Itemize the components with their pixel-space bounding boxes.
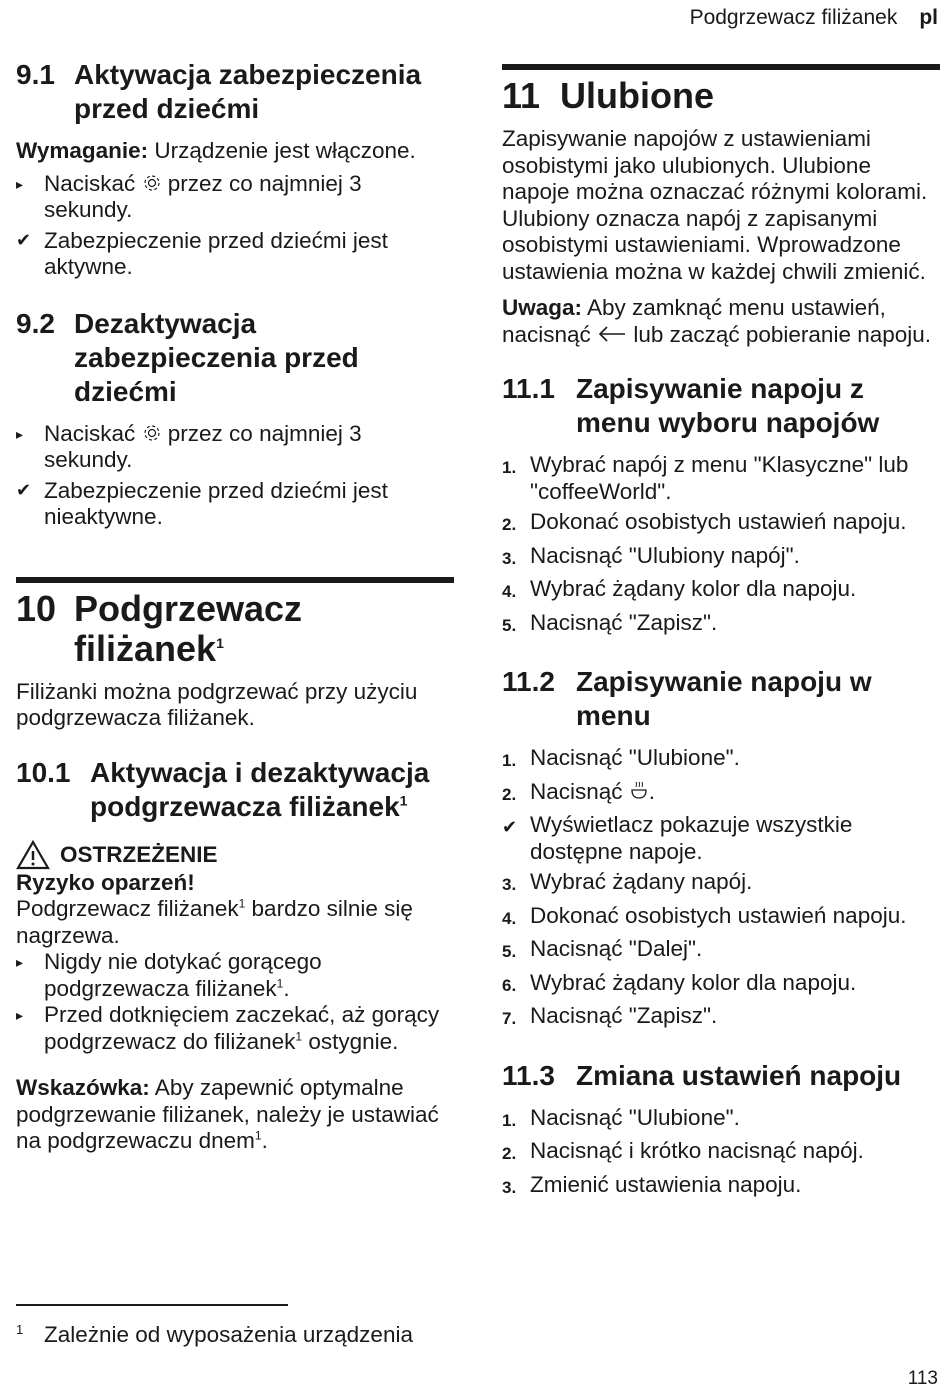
result-text: Zabezpieczenie przed dziećmi jest aktywne.	[44, 227, 388, 279]
step-text: Nacisnąć "Ulubione".	[530, 1104, 740, 1130]
heading-11-1	[502, 372, 940, 440]
step-number: 7.	[502, 1009, 517, 1028]
step-number: 3.	[502, 875, 517, 894]
list-item	[502, 1138, 940, 1168]
chapter-title-text: Podgrzewacz filiżanek	[74, 587, 303, 669]
step-number: 5.	[502, 615, 517, 635]
check-icon: ✔	[16, 229, 32, 250]
paragraph: Filiżanki można podgrzewać przy użyciu podgrzewacza filiżanek.	[16, 678, 418, 730]
heading-9-1	[16, 58, 454, 126]
risk-text	[16, 896, 454, 949]
section-number: 9.2	[16, 307, 55, 339]
bullet-triangle-icon: ▸	[16, 425, 24, 442]
footnote-ref: 1	[216, 634, 224, 651]
step-text: Nigdy nie dotykać gorącego podgrzewacza filiżanek	[44, 949, 322, 1001]
gear-icon	[142, 173, 162, 193]
heading-11-2	[502, 665, 940, 733]
requirement-text: Urządzenie jest włączone.	[148, 138, 416, 163]
back-arrow-icon	[597, 324, 627, 344]
step	[16, 1002, 454, 1055]
step-text: Nacisnąć	[530, 778, 629, 804]
list-item	[502, 452, 940, 505]
result	[16, 478, 454, 531]
section-number: 11.2	[502, 666, 555, 697]
step	[16, 171, 454, 224]
step-number: 1.	[502, 458, 517, 477]
footnote-divider	[16, 1304, 288, 1306]
risk-title: Ryzyko oparzeń!	[16, 869, 195, 895]
list-item	[502, 779, 940, 809]
requirement-label: Wymaganie:	[16, 138, 149, 163]
steps-11-1	[502, 452, 940, 639]
step-text: Nacisnąć "Ulubiony napój".	[530, 542, 800, 568]
list-item	[502, 610, 940, 640]
bullet-triangle-icon: ▸	[16, 175, 24, 192]
heading-10-1	[16, 756, 454, 824]
result-text: Zabezpieczenie przed dziećmi jest nieaktywne.	[44, 477, 388, 529]
warning-label: OSTRZEŻENIE	[60, 841, 218, 867]
section-title: Zapisywanie napoju w menu	[576, 666, 872, 731]
page-number: 113	[907, 1368, 938, 1389]
header-lang: pl	[919, 6, 938, 29]
list-item	[502, 543, 940, 573]
list-item	[502, 936, 940, 966]
paragraph: Zapisywanie napojów z ustawieniami osobistymi jako ulubionych. Ulubione napoje można oznaczać różnymi kolorami. Ulubiony oznacza napój z zapisanymi osobistymi ustawieniami. Wprowadzone ustawienia można w każdej chwili zmienić.	[502, 126, 928, 284]
tip-end: .	[261, 1128, 268, 1153]
heading-10	[16, 577, 454, 669]
check-icon: ✔	[16, 479, 32, 500]
step-number: 2.	[502, 1144, 517, 1163]
step-text: Dokonać osobistych ustawień napoju.	[530, 509, 907, 534]
section-title: Zapisywanie napoju z menu wyboru napojów	[576, 373, 880, 438]
step-number: 4.	[502, 582, 517, 601]
footnote-ref: 1	[295, 1029, 303, 1043]
section-number: 10.1	[16, 756, 71, 788]
step-number: 6.	[502, 975, 517, 995]
section-number: 11.3	[502, 1059, 555, 1091]
chapter-number: 11	[502, 75, 541, 116]
footnote-ref: 1	[238, 896, 246, 911]
list-item	[502, 869, 940, 899]
left-column	[16, 58, 454, 1155]
cup-icon	[629, 781, 649, 801]
step	[16, 421, 454, 474]
chapter-number: 10	[16, 587, 57, 629]
heading-11-3	[502, 1059, 940, 1093]
right-column	[502, 64, 940, 1205]
gear-icon	[142, 423, 162, 443]
steps-11-2	[502, 745, 940, 1033]
step-text: ostygnie.	[302, 1028, 399, 1054]
heading-9-2	[16, 307, 454, 409]
step-text: Nacisnąć "Dalej".	[530, 936, 703, 961]
warning-heading	[16, 840, 454, 870]
step-text: Przed dotknięciem zaczekać, aż gorący podgrzewacz do filiżanek	[44, 1002, 440, 1054]
step-text: Wybrać żądany kolor dla napoju.	[530, 576, 857, 601]
step-number: 2.	[502, 784, 517, 804]
step-number: 3.	[502, 1177, 517, 1197]
footnote	[16, 1322, 413, 1348]
tip	[16, 1075, 454, 1155]
step-number: 3.	[502, 548, 517, 568]
list-item	[502, 1105, 940, 1135]
result	[16, 228, 454, 281]
footnote-number: 1	[16, 1322, 24, 1337]
running-header	[690, 6, 938, 30]
steps-11-3	[502, 1105, 940, 1202]
header-section: Podgrzewacz filiżanek	[689, 6, 898, 29]
step	[16, 949, 454, 1002]
step-text: Wybrać napój z menu "Klasyczne" lub "coffeeWorld".	[530, 452, 909, 504]
risk-text-b: bardzo silnie się nagrzewa.	[16, 896, 413, 948]
note-label: Uwaga:	[502, 295, 583, 320]
list-item	[502, 903, 940, 933]
section-title: Aktywacja zabezpieczenia przed dziećmi	[74, 59, 422, 124]
step-text: Nacisnąć i krótko nacisnąć napój.	[530, 1138, 864, 1163]
list-item	[502, 745, 940, 775]
list-item	[502, 970, 940, 1000]
check-icon: ✔	[502, 817, 518, 837]
result	[502, 812, 940, 865]
step-number: 1.	[502, 751, 517, 770]
step-end: .	[648, 778, 656, 804]
tip-label: Wskazówka:	[16, 1075, 150, 1100]
chapter-title: Ulubione	[560, 75, 714, 116]
requirement	[16, 138, 454, 165]
footnote-ref: 1	[276, 976, 284, 990]
bullet-triangle-icon: ▸	[16, 1007, 24, 1023]
footnote-ref: 1	[254, 1128, 262, 1143]
heading-11	[502, 64, 940, 116]
step-text: przez co najmniej 3 sekundy.	[44, 420, 362, 472]
note	[502, 295, 940, 348]
section-title-text: Aktywacja i dezaktywacja podgrzewacza filiżanek	[90, 756, 430, 822]
section-number: 9.1	[16, 59, 55, 90]
step-number: 4.	[502, 908, 517, 928]
bullet-triangle-icon: ▸	[16, 954, 24, 970]
step-number: 1.	[502, 1110, 517, 1130]
list-item	[502, 1003, 940, 1033]
list-item	[502, 576, 940, 606]
step-text: Naciskać	[44, 170, 142, 196]
section-title: Zmiana ustawień napoju	[576, 1059, 902, 1091]
note-text-a: Aby zamknąć menu ustawień, nacisnąć	[502, 295, 886, 347]
step-text: Nacisnąć "Zapisz".	[530, 609, 718, 635]
step-text: Zmienić ustawienia napoju.	[530, 1171, 802, 1197]
section-number: 11.1	[502, 373, 555, 404]
step-number: 5.	[502, 942, 517, 961]
step-text: .	[283, 975, 290, 1001]
list-item	[502, 509, 940, 539]
section-title	[90, 756, 454, 824]
chapter-title	[74, 589, 454, 669]
note-text-b: lub zacząć pobieranie napoju.	[627, 321, 932, 347]
step-text: Naciskać	[44, 420, 142, 446]
result-text: Wyświetlacz pokazuje wszystkie dostępne napoje.	[530, 812, 853, 864]
tip-text: Aby zapewnić optymalne podgrzewanie filiżanek, należy je ustawiać na podgrzewaczu dnem	[16, 1075, 439, 1153]
section-title: Dezaktywacja zabezpieczenia przed dziećmi	[74, 307, 359, 407]
step-number: 2.	[502, 515, 517, 534]
warning-triangle-icon	[16, 840, 50, 870]
footnote-ref: 1	[399, 792, 408, 809]
risk-text-a: Podgrzewacz filiżanek	[16, 896, 239, 921]
list-item	[502, 1172, 940, 1202]
step-text: Nacisnąć "Zapisz".	[530, 1003, 718, 1028]
step-text: Nacisnąć "Ulubione".	[530, 745, 740, 770]
step-text: Wybrać żądany kolor dla napoju.	[530, 969, 857, 995]
step-text: Dokonać osobistych ustawień napoju.	[530, 902, 907, 928]
step-text: przez co najmniej 3 sekundy.	[44, 170, 362, 222]
step-text: Wybrać żądany napój.	[530, 869, 753, 894]
footnote-text: Zależnie od wyposażenia urządzenia	[44, 1322, 413, 1347]
